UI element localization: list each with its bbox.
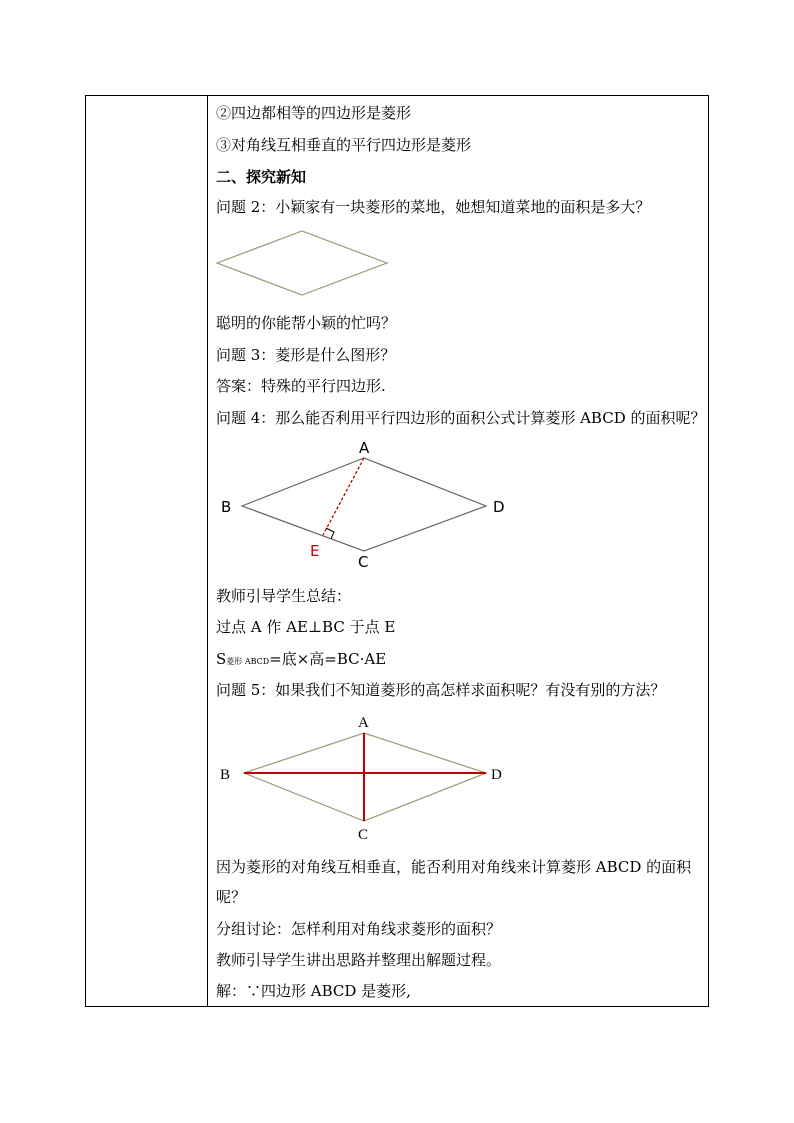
text-line-5: 聪明的你能帮小颖的忙吗？	[216, 314, 397, 332]
fig3-label-A: A	[358, 715, 369, 731]
fig3-label-C: C	[358, 827, 369, 843]
text-line-10: 过点 A 作 AE⊥BC 于点 E	[216, 618, 396, 636]
question-4: 问题 4：那么能否利用平行四边形的面积公式计算菱形 ABCD 的面积呢？	[216, 409, 706, 427]
fig2-label-A: A	[359, 439, 370, 457]
question-5: 问题 5：如果我们不知道菱形的高怎样求面积呢？有没有别的方法？	[216, 681, 666, 699]
text-line-16: 教师引导学生讲出思路并整理出解题过程。	[216, 951, 502, 969]
text-line-13: 因为菱形的对角线互相垂直，能否利用对角线来计算菱形 ABCD 的面积	[216, 858, 692, 876]
text-line-9: 教师引导学生总结：	[216, 587, 352, 605]
rhombus-figure-2	[216, 436, 516, 571]
answer-3: 答案：特殊的平行四边形.	[216, 377, 386, 395]
lesson-table	[85, 95, 709, 1007]
text-line-1: ②四边都相等的四边形是菱形	[216, 104, 412, 122]
solution-start: 解：∵四边形 ABCD 是菱形,	[216, 982, 411, 1000]
area-formula	[216, 649, 386, 672]
fig3-label-D: D	[491, 767, 502, 783]
question-3: 问题 3：菱形是什么图形？	[216, 346, 396, 364]
fig2-label-E: E	[310, 542, 320, 560]
fig3-label-B: B	[220, 767, 231, 783]
question-2: 问题 2：小颖家有一块菱形的菜地，她想知道菜地的面积是多大？	[216, 198, 651, 216]
text-line-14: 呢？	[216, 888, 247, 906]
rhombus-figure-1	[216, 228, 391, 300]
rhombus-figure-3	[216, 708, 516, 843]
fig2-label-B: B	[221, 498, 232, 516]
section-heading: 二、探究新知	[216, 168, 307, 186]
formula-rest: =底×高=BC·AE	[269, 650, 387, 668]
formula-s: S	[216, 650, 227, 668]
fig2-label-D: D	[493, 498, 505, 516]
text-line-2: ③对角线互相垂直的平行四边形是菱形	[216, 136, 472, 154]
group-discussion: 分组讨论：怎样利用对角线求菱形的面积？	[216, 920, 502, 938]
column-divider	[207, 96, 208, 1006]
fig2-label-C: C	[358, 553, 369, 571]
formula-subscript: 菱形 ABCD	[226, 657, 270, 666]
